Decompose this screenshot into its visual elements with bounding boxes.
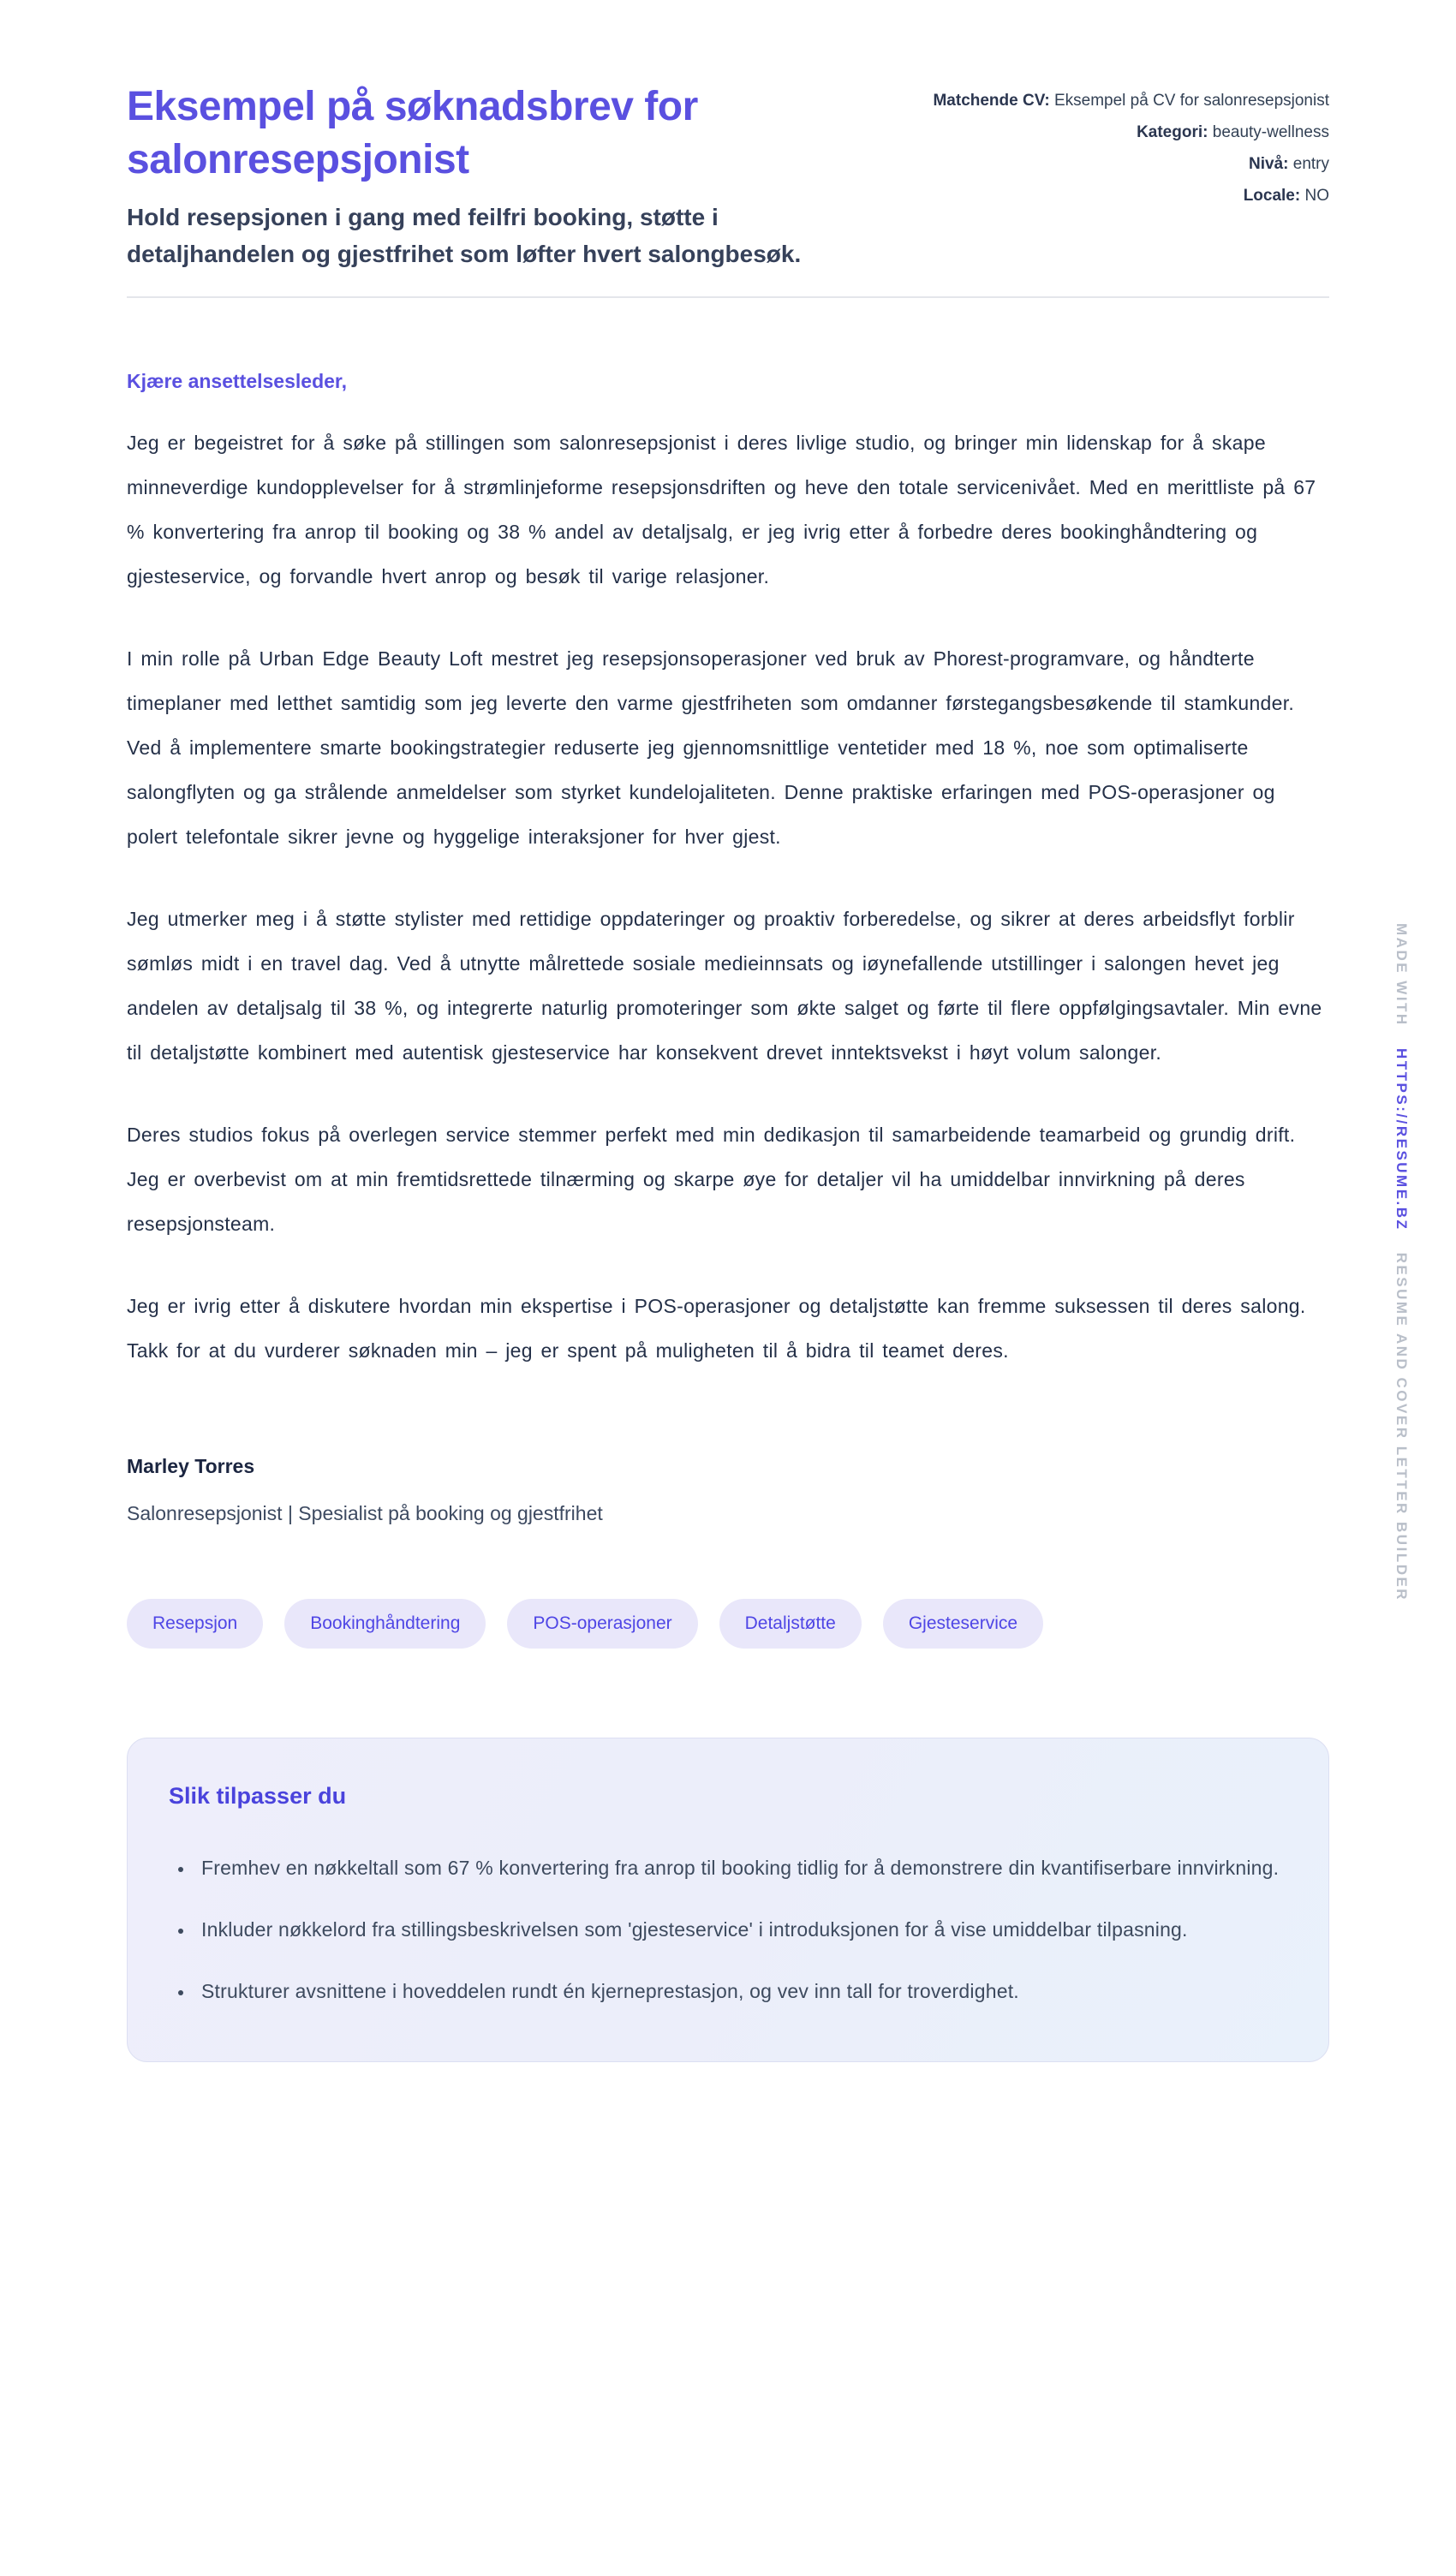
watermark-link[interactable]: HTTPS://RESUME.BZ bbox=[1393, 1047, 1410, 1231]
page-subtitle: Hold resepsjonen i gang med feilfri booking, støtte i detaljhandelen og gjestfrihet som løfter hvert salongbesøk. bbox=[127, 204, 802, 267]
header-divider bbox=[127, 296, 1329, 298]
cover-letter-body bbox=[127, 370, 1329, 1525]
header-title-block bbox=[127, 80, 892, 272]
header bbox=[127, 80, 1329, 272]
tips-box bbox=[127, 1738, 1329, 2062]
tip-item-2: • Inkluder nøkkelord fra stillingsbeskrivelsen som 'gjesteservice' i introduksjonen for å vise umiddelbar tilpasning. bbox=[194, 1907, 1287, 1952]
meta-label-level: Nivå: bbox=[1249, 155, 1289, 173]
letter-greeting: Kjære ansettelsesleder, bbox=[127, 370, 347, 392]
meta-locale bbox=[927, 182, 1329, 209]
tips-title: Slik tilpasser du bbox=[169, 1783, 347, 1809]
matching-cv-link[interactable]: Eksempel på CV for salonresepsjonist bbox=[1053, 92, 1329, 110]
meta-label-locale: Locale: bbox=[1243, 187, 1301, 205]
page-title: Eksempel på søknadsbrev for salonresepsjonist bbox=[127, 84, 698, 182]
letter-paragraph-4: Deres studios fokus på overlegen service stemmer perfekt med min dedikasjon til samarbeidende teamarbeid og grundig drift. Jeg er overbevist om at min fremtidsrettede tilnærming og skarpe øye for detaljer vil ha umiddelbar innvirkning på deres resepsjonsteam. bbox=[127, 1124, 1296, 1235]
meta-level bbox=[927, 151, 1329, 177]
meta-panel bbox=[927, 80, 1329, 272]
watermark-prefix: MADE WITH bbox=[1393, 923, 1410, 1027]
tag-list bbox=[127, 1599, 1329, 1649]
tip-item-3: • Strukturer avsnittene i hoveddelen rundt én kjerneprestasjon, og vev inn tall for troverdighet. bbox=[194, 1969, 1287, 2013]
letter-paragraph-1: Jeg er begeistret for å søke på stillingen som salonresepsjonist i deres livlige studio, og bringer min lidenskap for å skape minneverdige kundopplevelser for å strømlinjeforme resepsjonsdriften og heve den totale servicenivået. Med en merittliste på 67 % konvertering fra anrop til booking og 38 % andel av detaljsalg, er jeg ivrig etter å forbedre deres bookinghåndtering og gjesteservice, og forvandle hvert anrop og besøk til varige relasjoner. bbox=[127, 432, 1316, 587]
content-column bbox=[127, 0, 1329, 2062]
tag-detaljstotte: Detaljstøtte bbox=[719, 1599, 862, 1649]
watermark bbox=[1393, 923, 1410, 1601]
letter-paragraph-2: I min rolle på Urban Edge Beauty Loft mestret jeg resepsjonsoperasjoner ved bruk av Phorest-programvare, og håndterte timeplaner med letthet samtidig som jeg leverte den varme gjestfriheten som omdanner førstegangsbesøkende til stamkunder. Ved å implementere smarte bookingstrategier reduserte jeg gjennomsnittlige ventetider med 18 %, noe som optimaliserte salongflyten og ga strålende anmeldelser som styrket kundelojaliteten. Denne praktiske erfaringen med POS-operasjoner og polert telefontale sikrer jevne og hyggelige interaksjoner for hver gjest. bbox=[127, 647, 1295, 848]
meta-label-matching-cv: Matchende CV: bbox=[933, 92, 1050, 110]
letter-paragraph-5: Jeg er ivrig etter å diskutere hvordan min ekspertise i POS-operasjoner og detaljstøtte kan fremme suksessen til deres salong. Takk for at du vurderer søknaden min – jeg er spent på muligheten til å bidra til teamet deres. bbox=[127, 1295, 1306, 1362]
meta-matching-cv bbox=[927, 87, 1329, 114]
meta-value-level: entry bbox=[1292, 155, 1329, 173]
letter-paragraph-3: Jeg utmerker meg i å støtte stylister med rettidige oppdateringer og proaktiv forberedelse, og sikrer at deres arbeidsflyt forblir sømløs midt i en travel dag. Ved å utnytte målrettede sosiale medieinnsats og iøynefallende utstillinger i salongen hevet jeg andelen av detaljsalg til 38 %, og integrerte naturlig promoteringer som økte salget og førte til flere oppfølgingsavtaler. Min evne til detaljstøtte kombinert med autentisk gjesteservice har konsekvent drevet inntektsvekst i høyt volum salonger. bbox=[127, 908, 1322, 1064]
meta-value-category: beauty-wellness bbox=[1212, 123, 1329, 141]
watermark-suffix: RESUME AND COVER LETTER BUILDER bbox=[1393, 1252, 1410, 1602]
tag-pos-operasjoner: POS-operasjoner bbox=[507, 1599, 697, 1649]
signature-role: Salonresepsjonist | Spesialist på booking og gjestfrihet bbox=[127, 1502, 603, 1524]
tips-list bbox=[169, 1846, 1287, 2013]
tag-resepsjon: Resepsjon bbox=[127, 1599, 263, 1649]
tag-bookinghandtering: Bookinghåndtering bbox=[284, 1599, 486, 1649]
tip-item-1: • Fremhev en nøkkeltall som 67 % konvertering fra anrop til booking tidlig for å demonstrere din kvantifiserbare innvirkning. bbox=[194, 1846, 1287, 1890]
tag-gjesteservice: Gjesteservice bbox=[883, 1599, 1043, 1649]
meta-value-locale: NO bbox=[1304, 187, 1329, 205]
meta-category bbox=[927, 119, 1329, 146]
signature-name: Marley Torres bbox=[127, 1455, 255, 1477]
meta-label-category: Kategori: bbox=[1137, 123, 1208, 141]
